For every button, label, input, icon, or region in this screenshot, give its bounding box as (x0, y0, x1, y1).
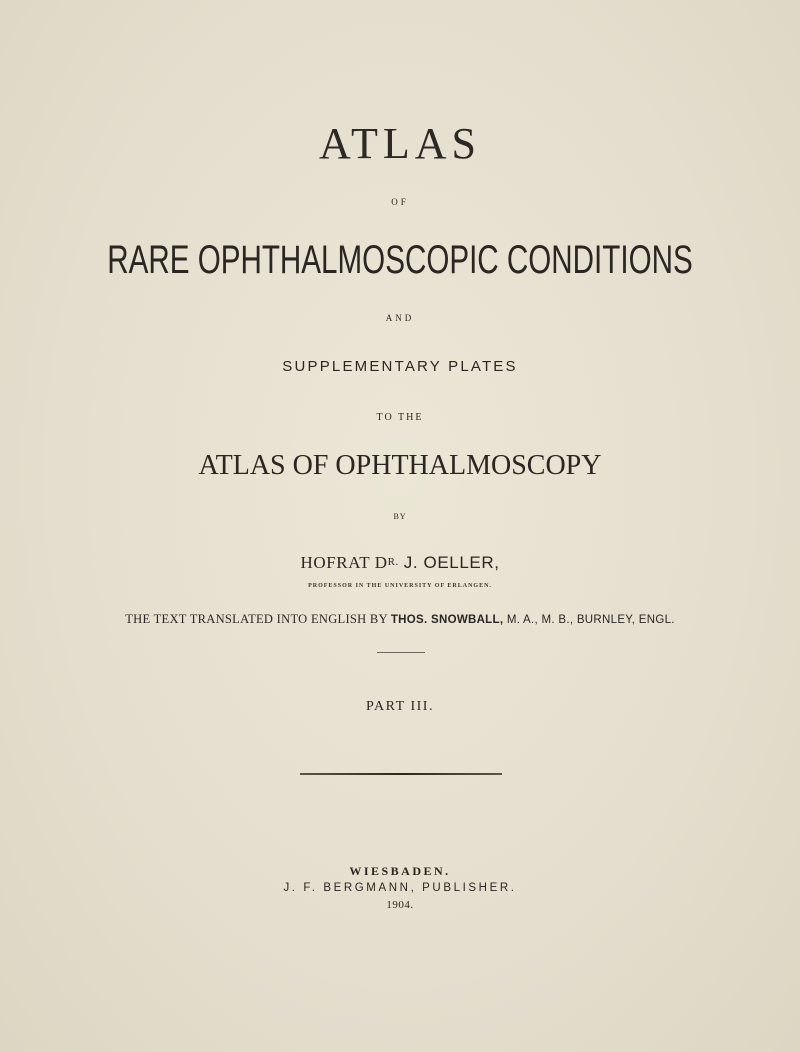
and-word: AND (385, 313, 415, 323)
imprint-city: WIESBADEN. (349, 864, 451, 878)
affiliation: PROFESSOR IN THE UNIVERSITY OF ERLANGEN. (308, 583, 492, 589)
of-word: OF (391, 197, 409, 207)
supplementary-plates: SUPPLEMENTARY PLATES (282, 358, 518, 375)
main-title: ATLAS (319, 119, 481, 168)
atlas-of-ophthalmoscopy: ATLAS OF OPHTHALMOSCOPY (198, 450, 602, 481)
translation-lead: THE TEXT TRANSLATED INTO ENGLISH BY (125, 612, 391, 626)
imprint-year: 1904. (386, 899, 414, 911)
translator-credentials: M. A., M. B., BURNLEY, ENGL. (503, 614, 675, 626)
author-line (0, 553, 800, 573)
translator-name: THOS. SNOWBALL, (390, 614, 504, 626)
long-divider (300, 773, 502, 775)
translation-line (0, 612, 800, 627)
author-dr-superscript: R. (387, 556, 399, 568)
subtitle: RARE OPHTHALMOSCOPIC CONDITIONS (107, 238, 693, 282)
author-name: J. OELLER, (403, 553, 500, 572)
imprint-publisher: J. F. BERGMANN, PUBLISHER. (283, 882, 517, 894)
part-number: PART III. (366, 699, 434, 714)
author-prefix: HOFRAT D (300, 553, 388, 572)
to-the-word: TO THE (376, 412, 424, 423)
by-word: BY (393, 512, 407, 521)
short-divider (377, 652, 425, 653)
